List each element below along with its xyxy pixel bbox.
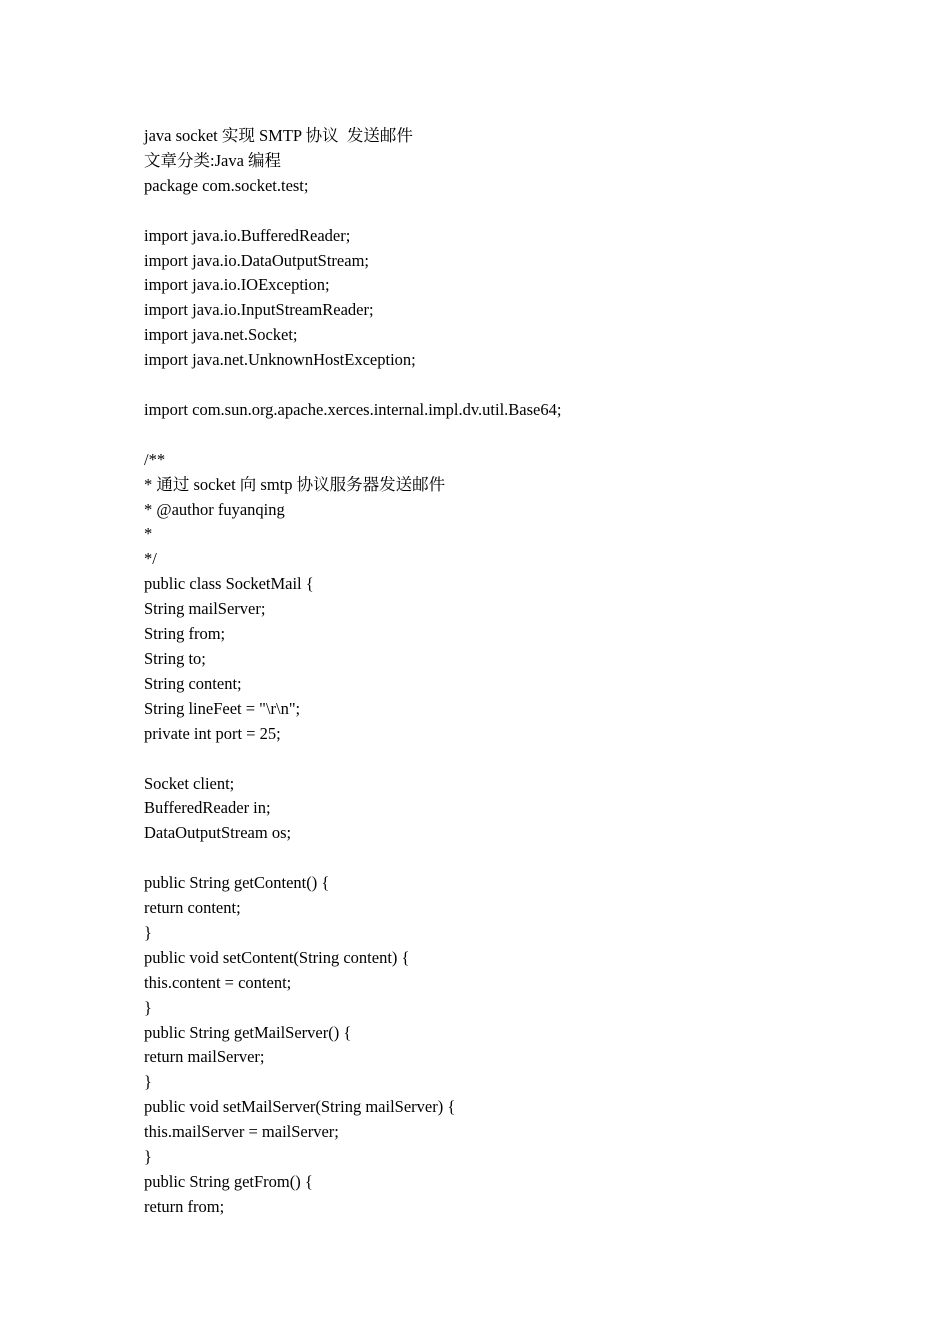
- code-line: private int port = 25;: [144, 723, 281, 743]
- code-line: String to;: [144, 648, 206, 668]
- code-line: import java.net.Socket;: [144, 325, 298, 345]
- code-line: this.content = content;: [144, 972, 292, 992]
- code-line: public void setMailServer(String mailServer) {: [144, 1097, 456, 1117]
- code-comment-line: *: [144, 524, 153, 544]
- code-line: BufferedReader in;: [144, 798, 271, 818]
- code-comment-line: * @author fuyanqing: [144, 499, 285, 519]
- blank-line: [144, 423, 904, 448]
- code-line: }: [144, 997, 152, 1017]
- code-line: public void setContent(String content) {: [144, 947, 410, 967]
- blank-line: [144, 747, 904, 772]
- code-line: import java.net.UnknownHostException;: [144, 350, 416, 370]
- code-line: public class SocketMail {: [144, 574, 314, 594]
- article-category: 文章分类:Java 编程: [144, 150, 282, 170]
- code-line: String from;: [144, 624, 226, 644]
- code-comment-line: * 通过 socket 向 smtp 协议服务器发送邮件: [144, 474, 446, 494]
- code-line: public String getContent() {: [144, 873, 330, 893]
- code-line: import java.io.DataOutputStream;: [144, 250, 369, 270]
- code-line: import java.io.InputStreamReader;: [144, 300, 374, 320]
- code-line: String lineFeet = "\r\n";: [144, 698, 301, 718]
- blank-line: [144, 373, 904, 398]
- code-line: String mailServer;: [144, 599, 266, 619]
- code-line: }: [144, 1147, 152, 1167]
- blank-line: [144, 846, 904, 871]
- code-line: this.mailServer = mailServer;: [144, 1122, 339, 1142]
- code-line: return from;: [144, 1196, 225, 1216]
- code-line: return content;: [144, 898, 241, 918]
- document-page: [144, 124, 904, 1220]
- code-line: public String getMailServer() {: [144, 1022, 352, 1042]
- code-comment-line: */: [144, 549, 157, 569]
- code-line: package com.socket.test;: [144, 175, 309, 195]
- code-line: import java.io.BufferedReader;: [144, 225, 351, 245]
- code-line: DataOutputStream os;: [144, 823, 292, 843]
- code-line: }: [144, 1072, 152, 1092]
- code-line: String content;: [144, 673, 242, 693]
- code-line: public String getFrom() {: [144, 1171, 313, 1191]
- code-line: }: [144, 922, 152, 942]
- blank-line: [144, 199, 904, 224]
- code-comment-line: /**: [144, 449, 166, 469]
- code-line: return mailServer;: [144, 1047, 265, 1067]
- code-line: import java.io.IOException;: [144, 275, 330, 295]
- article-title: java socket 实现 SMTP 协议 发送邮件: [144, 126, 413, 145]
- code-line: import com.sun.org.apache.xerces.internal.impl.dv.util.Base64;: [144, 399, 562, 419]
- code-line: Socket client;: [144, 773, 235, 793]
